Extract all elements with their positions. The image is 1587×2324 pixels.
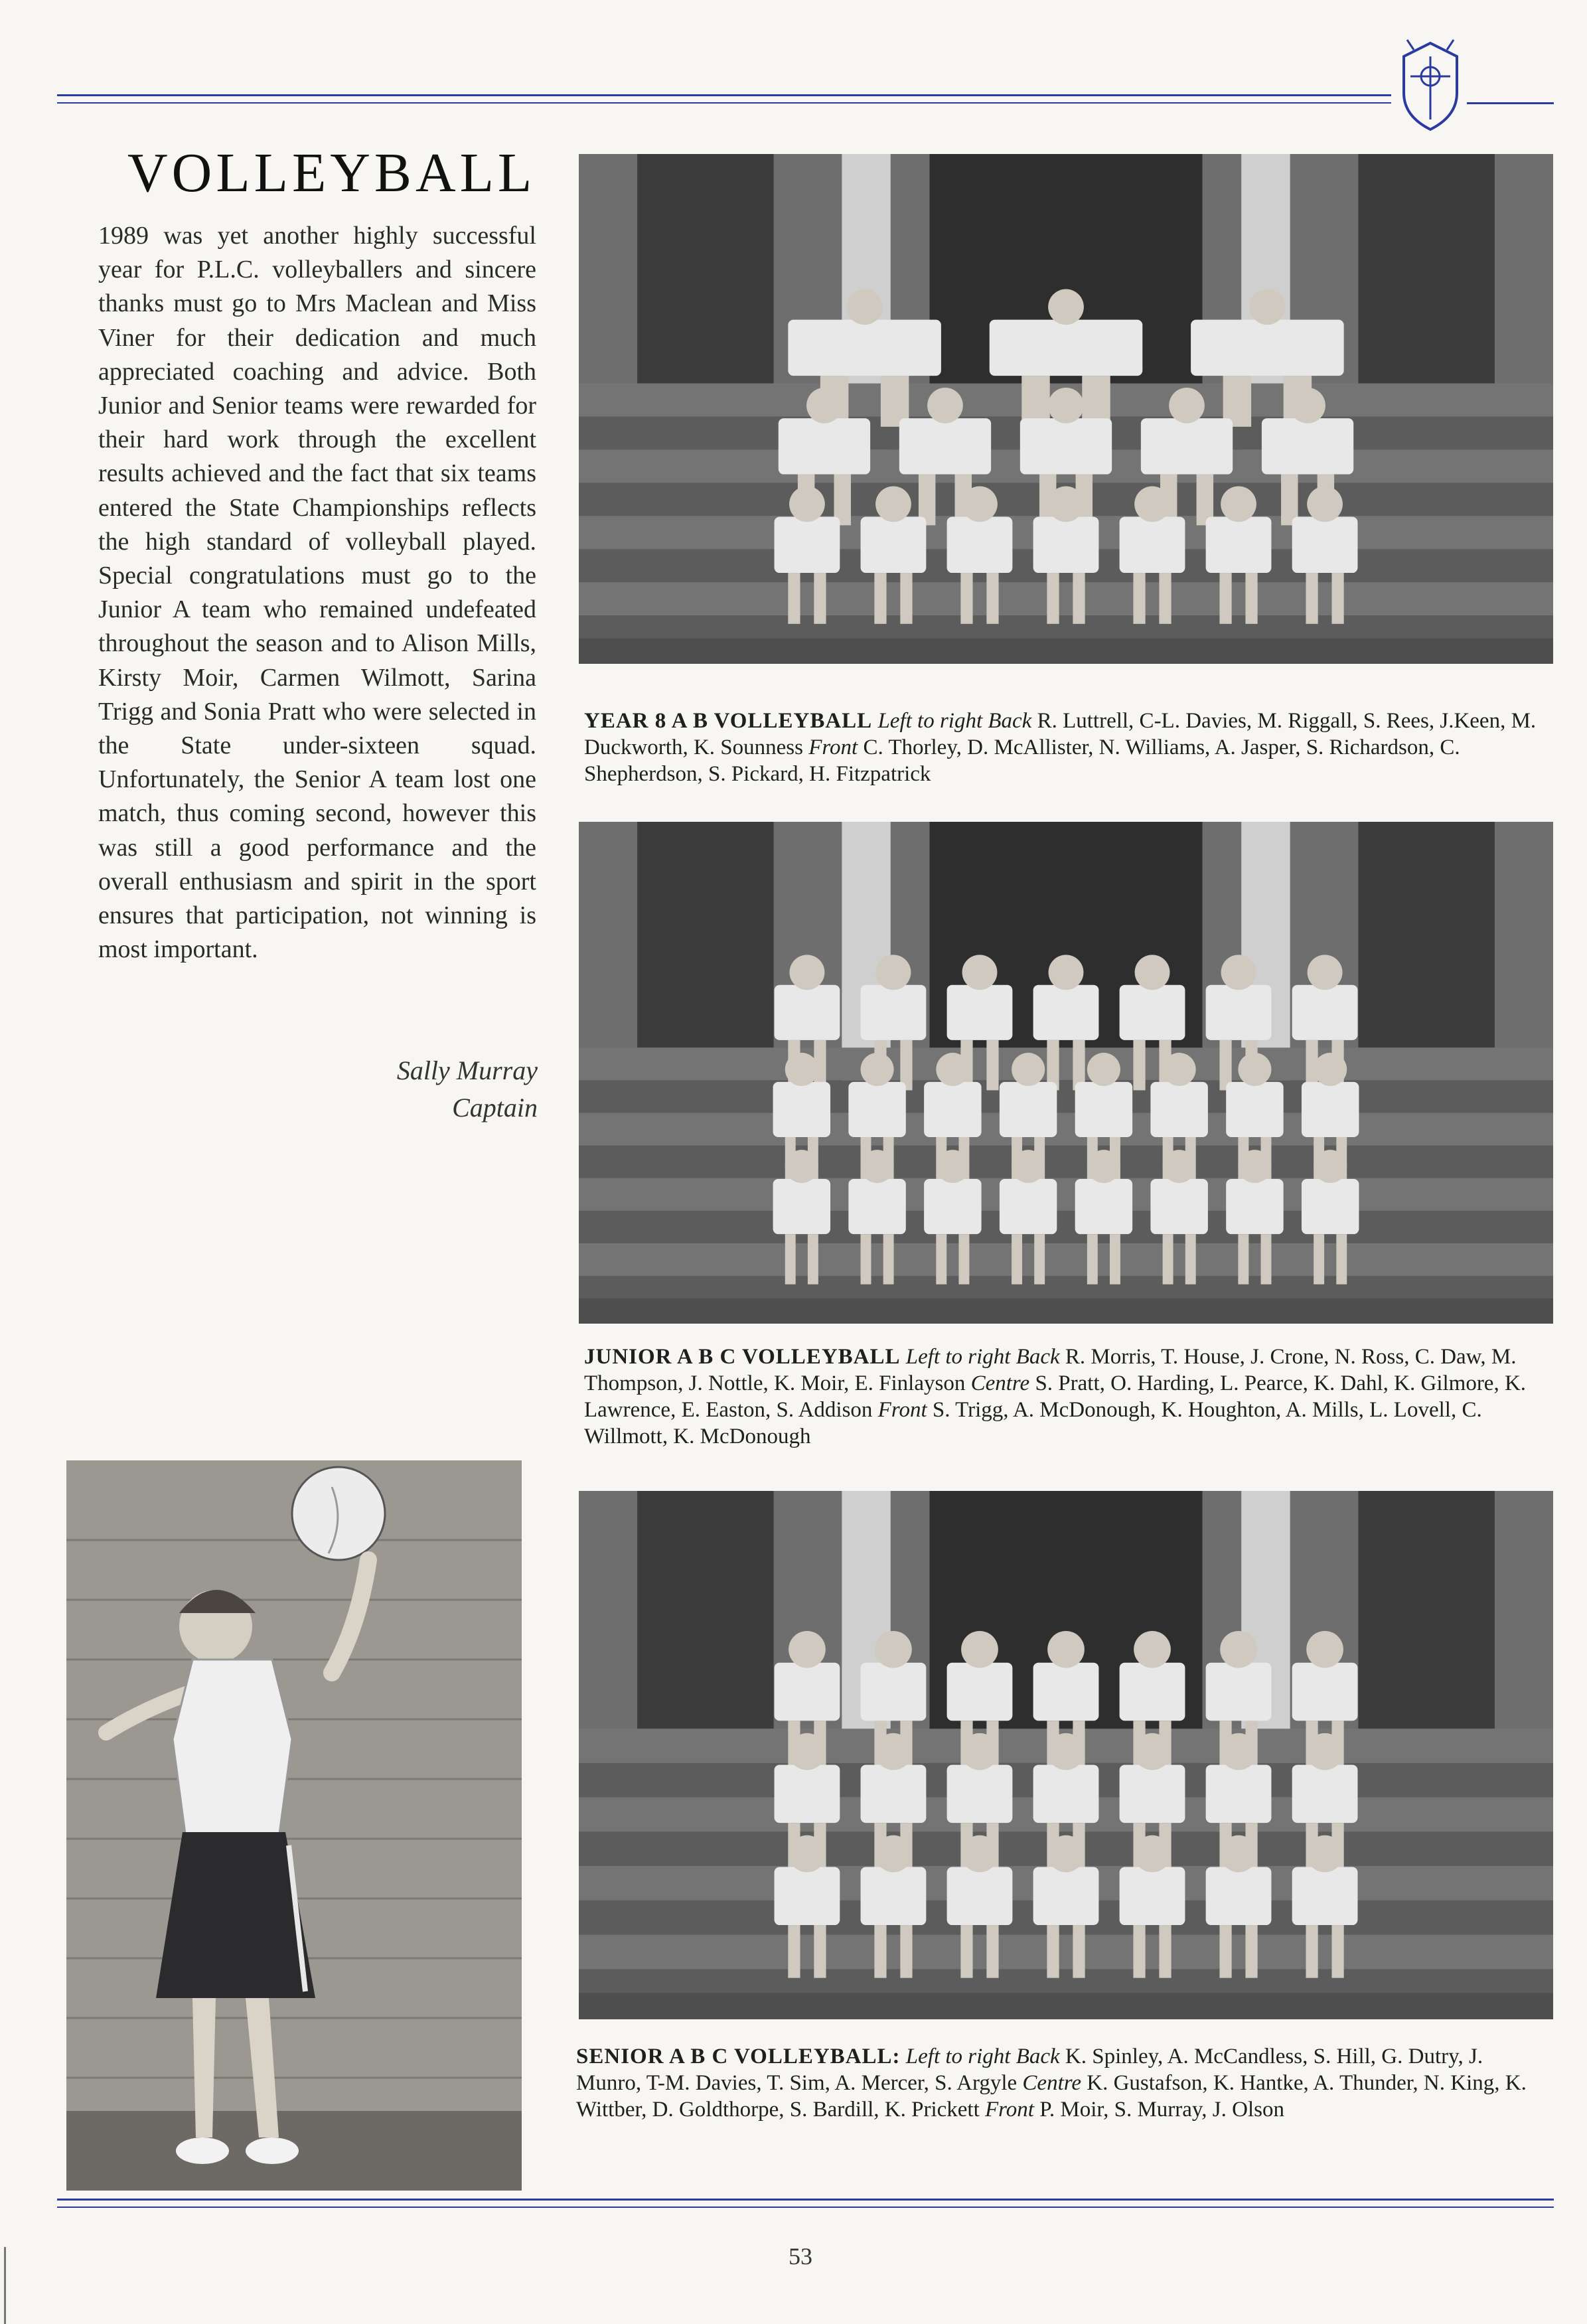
year8-caption-front-prefix: Front (808, 736, 858, 759)
junior-caption (584, 1344, 1553, 1450)
school-crest-icon (1394, 37, 1467, 136)
junior-caption-centre-names: S. Pratt, O. Harding, L. Pearce, K. Dahl, K. Gilmore, K. Lawrence, E. Easton, S. Addison (584, 1371, 1527, 1422)
junior-caption-front-prefix: Front (877, 1398, 927, 1422)
year8-caption-label: YEAR 8 A B VOLLEYBALL (584, 709, 873, 733)
author-role: Captain (452, 1093, 538, 1123)
year8-caption (584, 708, 1553, 787)
year8-caption-back-names: R. Luttrell, C-L. Davies, M. Riggall, S. Rees, J.Keen, M. Duckworth, K. Sounness (584, 709, 1537, 759)
header-rule-extension (1467, 102, 1554, 104)
year8-window-right (1358, 154, 1495, 384)
junior-caption-back-names: R. Morris, T. House, J. Crone, N. Ross, C. Daw, M. Thompson, J. Nottle, K. Moir, E. Finlayson (584, 1345, 1517, 1395)
junior-caption-back-prefix: Left to right Back (905, 1345, 1060, 1369)
senior-caption (576, 2043, 1553, 2123)
senior-caption-front-prefix: Front (985, 2098, 1034, 2122)
margin-mark (4, 2247, 6, 2324)
footer-rule-bottom (57, 2207, 1554, 2208)
article-signature (292, 1052, 538, 1126)
header-rule-bottom (57, 102, 1391, 104)
senior-window-right (1358, 1491, 1495, 1729)
year8-photo-graphic (579, 154, 1553, 664)
year8-team-photo (579, 154, 1553, 664)
senior-caption-front-names: P. Moir, S. Murray, J. Olson (1039, 2098, 1284, 2122)
senior-caption-centre-prefix: Centre (1022, 2071, 1082, 2095)
article-body: 1989 was yet another highly successful year for P.L.C. volleyballers and sincere thanks must go to Mrs Maclean and Miss Viner for their dedication and much appreciated coaching and advice. Both Junior and Senior teams were rewarded for their hard work through the excellent results achieved and the fact that six teams entered the State Championships reflects the high standard of volleyball played. Special congratulations must go to the Junior A team who remained undefeated throughout the season and to Alison Mills, Kirsty Moir, Carmen Wilmott, Sarina Trigg and Sonia Pratt who were selected in the State under-sixteen squad. Unfortunately, the Senior A team lost one match, thus coming second, however this was still a good performance and the overall enthusiasm and spirit in the sport ensures that participation, not winning is most important. (98, 222, 536, 964)
player-action-graphic (66, 1460, 522, 2191)
header-rule-top (57, 94, 1391, 96)
senior-window-left (637, 1491, 774, 1729)
junior-team-photo (579, 822, 1553, 1324)
junior-caption-centre-prefix: Centre (970, 1371, 1030, 1395)
year8-caption-front-names: C. Thorley, D. McAllister, N. Williams, A. Jasper, S. Richardson, C. Shepherdson, S. Pickard, H. Fitzpatrick (584, 736, 1460, 786)
page-title: VOLLEYBALL (127, 142, 536, 204)
senior-caption-back-prefix: Left to right Back (905, 2045, 1060, 2068)
senior-caption-centre-names: K. Gustafson, K. Hantke, A. Thunder, N. King, K. Wittber, D. Goldthorpe, S. Bardill, K. Prickett (576, 2071, 1527, 2122)
senior-caption-back-names: K. Spinley, A. McCandless, S. Hill, G. Dutry, J. Munro, T-M. Davies, T. Sim, A. Mercer, S. Argyle (576, 2045, 1483, 2095)
junior-window-right (1358, 822, 1495, 1047)
page-number: 53 (789, 2243, 812, 2270)
senior-caption-label: SENIOR A B C VOLLEYBALL: (576, 2045, 901, 2068)
junior-window-left (637, 822, 774, 1047)
footer-rule-top (57, 2199, 1554, 2201)
junior-caption-label: JUNIOR A B C VOLLEYBALL (584, 1345, 901, 1369)
year8-window-left (637, 154, 774, 384)
junior-photo-graphic (579, 822, 1553, 1324)
player-action-photo (66, 1460, 522, 2191)
author-name: Sally Murray (396, 1055, 538, 1085)
junior-caption-front-names: S. Trigg, A. McDonough, K. Houghton, A. Mills, L. Lovell, C. Willmott, K. McDonough (584, 1398, 1482, 1448)
year8-caption-back-prefix: Left to right Back (877, 709, 1032, 733)
senior-photo-graphic (579, 1491, 1553, 2019)
senior-team-photo (579, 1491, 1553, 2019)
